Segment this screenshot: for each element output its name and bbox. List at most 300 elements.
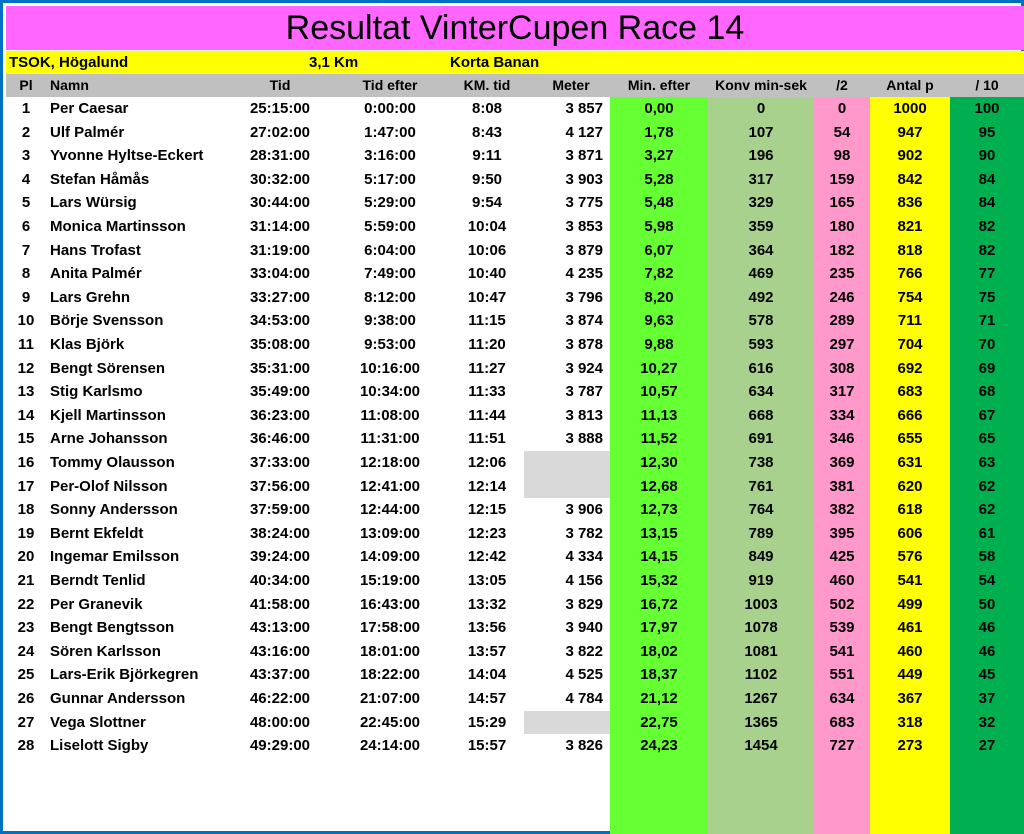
- cell-time: 37:56:00: [249, 477, 311, 495]
- cell-time-after: 9:53:00: [364, 336, 416, 353]
- cell-antal-p: 449: [897, 666, 923, 684]
- cell-tenth: 67: [978, 406, 996, 424]
- cell-konv-min-sek: 593: [748, 336, 774, 353]
- cell-antal-p: 902: [897, 147, 923, 165]
- cell-min-efter: 11,13: [640, 406, 678, 424]
- cell-tenth: 84: [978, 194, 996, 212]
- cell-name: Lars Würsig: [50, 194, 137, 212]
- cell-km-time: 12:42: [467, 548, 507, 566]
- cell-tenth: 95: [978, 123, 996, 141]
- cell-tenth: 65: [978, 430, 996, 448]
- cell-name: Börje Svensson: [50, 312, 164, 330]
- cell-meter: 3 829: [565, 595, 603, 613]
- cell-tenth: 54: [978, 572, 996, 589]
- cell-meter: 3 775: [565, 194, 603, 212]
- cell-min-efter: 3,27: [644, 147, 674, 165]
- cell-tenth: 46: [978, 619, 996, 637]
- cell-tenth: 27: [978, 737, 996, 755]
- cell-km-time: 8:08: [471, 100, 503, 117]
- cell-place: 27: [17, 713, 35, 731]
- cell-antal-p: 1000: [893, 100, 927, 117]
- table-row: [6, 475, 1024, 499]
- cell-place: 13: [17, 383, 35, 401]
- cell-time: 33:04:00: [249, 265, 311, 283]
- cell-min-efter: 5,98: [644, 218, 674, 235]
- cell-km-time: 11:27: [468, 359, 506, 377]
- cell-km-time: 11:51: [468, 430, 506, 448]
- cell-time-after: 12:18:00: [359, 454, 421, 471]
- cell-half: 180: [829, 218, 855, 235]
- cell-tenth: 32: [978, 713, 996, 731]
- cell-place: 19: [17, 524, 35, 542]
- cell-time: 31:19:00: [249, 241, 311, 259]
- cell-antal-p: 576: [897, 548, 923, 566]
- cell-name: Hans Trofast: [50, 241, 141, 259]
- table-row: [6, 357, 1024, 381]
- cell-min-efter: 18,02: [640, 642, 678, 660]
- cell-min-efter: 10,57: [640, 383, 678, 401]
- table-row: [6, 616, 1024, 640]
- cell-km-time: 8:43: [471, 123, 503, 141]
- club-location: TSOK, Högalund: [9, 54, 129, 71]
- cell-antal-p: 618: [897, 501, 923, 519]
- cell-half: 382: [829, 501, 855, 519]
- cell-time: 39:24:00: [249, 548, 311, 566]
- cell-place: 4: [21, 170, 31, 188]
- cell-meter: 3 857: [565, 100, 603, 117]
- cell-half: 551: [829, 666, 855, 684]
- cell-place: 1: [21, 100, 31, 117]
- cell-antal-p: 704: [897, 336, 923, 353]
- cell-konv-min-sek: 634: [748, 383, 774, 401]
- cell-time: 46:22:00: [249, 690, 311, 707]
- cell-km-time: 15:29: [467, 713, 507, 731]
- cell-half: 369: [829, 454, 855, 471]
- cell-place: 24: [17, 642, 35, 660]
- cell-km-time: 9:54: [471, 194, 503, 212]
- cell-km-time: 13:56: [467, 619, 507, 637]
- cell-time-after: 11:31:00: [360, 430, 420, 448]
- cell-half: 634: [829, 690, 855, 707]
- cell-half: 683: [829, 713, 855, 731]
- cell-place: 5: [21, 194, 31, 212]
- cell-half: 235: [829, 265, 855, 283]
- table-row: [6, 286, 1024, 310]
- cell-time-after: 12:44:00: [359, 501, 421, 519]
- table-row: [6, 380, 1024, 404]
- cell-half: 182: [829, 241, 855, 259]
- table-row: [6, 262, 1024, 286]
- cell-km-time: 10:40: [467, 265, 507, 283]
- column-header-time: Tid: [269, 77, 291, 93]
- cell-antal-p: 318: [897, 713, 923, 731]
- cell-km-time: 11:15: [468, 312, 506, 330]
- cell-min-efter: 0,00: [644, 100, 674, 117]
- cell-min-efter: 9,88: [644, 336, 674, 353]
- cell-time-after: 8:12:00: [364, 288, 416, 306]
- cell-min-efter: 21,12: [640, 690, 678, 707]
- cell-min-efter: 13,15: [640, 524, 678, 542]
- cell-meter: 3 853: [565, 218, 603, 235]
- cell-min-efter: 12,30: [640, 454, 678, 471]
- cell-time: 40:34:00: [249, 572, 311, 589]
- cell-time-after: 12:41:00: [359, 477, 421, 495]
- cell-meter: 4 525: [565, 666, 603, 684]
- cell-meter: 3 906: [565, 501, 603, 519]
- cell-konv-min-sek: 492: [748, 288, 774, 306]
- cell-antal-p: 461: [897, 619, 923, 637]
- race-info-bar: [6, 51, 1024, 74]
- column-header-km-time: KM. tid: [463, 77, 511, 93]
- cell-tenth: 84: [978, 170, 996, 188]
- cell-tenth: 37: [978, 690, 996, 707]
- cell-name: Kjell Martinsson: [50, 406, 166, 424]
- cell-place: 17: [17, 477, 35, 495]
- cell-konv-min-sek: 919: [748, 572, 774, 589]
- cell-name: Sören Karlsson: [50, 642, 161, 660]
- table-row: [6, 191, 1024, 215]
- cell-half: 0: [837, 100, 847, 117]
- table-row: [6, 144, 1024, 168]
- table-row: [6, 97, 1024, 121]
- cell-name: Ulf Palmér: [50, 123, 125, 141]
- cell-min-efter: 12,73: [640, 501, 678, 519]
- cell-time-after: 17:58:00: [359, 619, 421, 637]
- cell-km-time: 12:06: [467, 454, 507, 471]
- table-row: [6, 711, 1024, 735]
- table-row: [6, 451, 1024, 475]
- cell-meter: 3 871: [565, 147, 603, 165]
- cell-min-efter: 7,82: [644, 265, 674, 283]
- cell-konv-min-sek: 1454: [744, 737, 778, 755]
- cell-tenth: 70: [978, 336, 996, 353]
- cell-km-time: 10:06: [467, 241, 507, 259]
- cell-name: Yvonne Hyltse-Eckert: [50, 147, 204, 165]
- cell-tenth: 82: [978, 218, 996, 235]
- cell-tenth: 77: [978, 265, 996, 283]
- cell-antal-p: 692: [897, 359, 923, 377]
- cell-half: 54: [833, 123, 851, 141]
- cell-min-efter: 8,20: [644, 288, 674, 306]
- cell-time: 49:29:00: [249, 737, 311, 755]
- cell-meter: 3 826: [565, 737, 603, 755]
- cell-time: 43:13:00: [249, 619, 311, 637]
- cell-konv-min-sek: 359: [748, 218, 774, 235]
- cell-konv-min-sek: 364: [748, 241, 774, 259]
- cell-tenth: 90: [978, 147, 996, 165]
- cell-antal-p: 620: [897, 477, 923, 495]
- cell-konv-min-sek: 1267: [744, 690, 778, 707]
- cell-meter: 3 822: [565, 642, 603, 660]
- column-header-antal-p: Antal p: [886, 77, 934, 93]
- cell-antal-p: 754: [897, 288, 923, 306]
- cell-name: Monica Martinsson: [50, 218, 186, 235]
- cell-konv-min-sek: 1003: [744, 595, 778, 613]
- cell-antal-p: 541: [897, 572, 923, 589]
- cell-time-after: 5:29:00: [364, 194, 416, 212]
- cell-meter: 4 235: [565, 265, 603, 283]
- cell-half: 159: [829, 170, 855, 188]
- cell-time-after: 18:22:00: [359, 666, 421, 684]
- cell-time: 38:24:00: [249, 524, 311, 542]
- cell-konv-min-sek: 1078: [744, 619, 778, 637]
- cell-konv-min-sek: 616: [748, 359, 774, 377]
- cell-konv-min-sek: 329: [748, 194, 774, 212]
- table-row: [6, 215, 1024, 239]
- cell-antal-p: 666: [897, 406, 923, 424]
- cell-konv-min-sek: 691: [748, 430, 774, 448]
- cell-tenth: 50: [978, 595, 996, 613]
- cell-km-time: 9:11: [472, 147, 502, 165]
- table-row: [6, 545, 1024, 569]
- cell-meter: 3 787: [565, 383, 603, 401]
- cell-konv-min-sek: 668: [748, 406, 774, 424]
- cell-antal-p: 683: [897, 383, 923, 401]
- cell-min-efter: 14,15: [640, 548, 678, 566]
- table-row: [6, 309, 1024, 333]
- table-row: [6, 168, 1024, 192]
- cell-konv-min-sek: 196: [748, 147, 774, 165]
- cell-km-time: 13:05: [467, 572, 507, 589]
- cell-time-after: 5:17:00: [364, 170, 416, 188]
- cell-antal-p: 766: [897, 265, 923, 283]
- cell-place: 28: [17, 737, 35, 755]
- cell-meter: 3 782: [565, 524, 603, 542]
- cell-min-efter: 9,63: [644, 312, 674, 330]
- cell-konv-min-sek: 317: [748, 170, 774, 188]
- cell-place: 26: [17, 690, 35, 707]
- cell-time-after: 3:16:00: [364, 147, 416, 165]
- cell-meter: 3 940: [565, 619, 603, 637]
- cell-meter: 4 156: [565, 572, 603, 589]
- cell-time: 35:08:00: [249, 336, 311, 353]
- cell-name: Ingemar Emilsson: [50, 548, 180, 566]
- cell-meter: 3 874: [565, 312, 603, 330]
- cell-km-time: 11:20: [468, 336, 506, 353]
- cell-time-after: 13:09:00: [359, 524, 421, 542]
- cell-time: 33:27:00: [249, 288, 311, 306]
- table-row: [6, 121, 1024, 145]
- cell-km-time: 10:04: [467, 218, 507, 235]
- cell-time-after: 1:47:00: [364, 123, 416, 141]
- cell-meter: 3 796: [565, 288, 603, 306]
- cell-place: 11: [18, 336, 34, 353]
- cell-name: Gunnar Andersson: [50, 690, 186, 707]
- cell-konv-min-sek: 761: [748, 477, 774, 495]
- cell-time-after: 10:34:00: [359, 383, 421, 401]
- cell-min-efter: 12,68: [640, 477, 678, 495]
- cell-time: 36:46:00: [249, 430, 311, 448]
- cell-half: 289: [829, 312, 855, 330]
- cell-tenth: 71: [978, 312, 996, 330]
- cell-meter: 3 903: [565, 170, 603, 188]
- cell-antal-p: 821: [897, 218, 923, 235]
- cell-place: 9: [21, 288, 31, 306]
- cell-konv-min-sek: 469: [748, 265, 774, 283]
- cell-name: Liselott Sigby: [50, 737, 149, 755]
- cell-half: 297: [829, 336, 855, 353]
- cell-tenth: 61: [978, 524, 996, 542]
- cell-meter: 3 879: [565, 241, 603, 259]
- cell-time: 43:37:00: [249, 666, 311, 684]
- cell-tenth: 62: [978, 477, 996, 495]
- cell-time-after: 10:16:00: [359, 359, 421, 377]
- table-row: [6, 333, 1024, 357]
- cell-place: 23: [17, 619, 35, 637]
- cell-min-efter: 22,75: [640, 713, 678, 731]
- table-row: [6, 404, 1024, 428]
- cell-name: Tommy Olausson: [50, 454, 175, 471]
- cell-time: 35:31:00: [249, 359, 311, 377]
- cell-min-efter: 15,32: [640, 572, 678, 589]
- cell-konv-min-sek: 578: [748, 312, 774, 330]
- cell-km-time: 14:04: [467, 666, 507, 684]
- cell-konv-min-sek: 0: [756, 100, 766, 117]
- cell-antal-p: 499: [897, 595, 923, 613]
- table-row: [6, 640, 1024, 664]
- cell-time: 30:44:00: [249, 194, 311, 212]
- cell-name: Bernt Ekfeldt: [50, 524, 144, 542]
- table-row: [6, 427, 1024, 451]
- cell-time-after: 18:01:00: [359, 642, 421, 660]
- cell-time: 25:15:00: [249, 100, 311, 117]
- cell-konv-min-sek: 1081: [744, 642, 778, 660]
- cell-time: 35:49:00: [249, 383, 311, 401]
- cell-place: 12: [17, 359, 35, 377]
- cell-name: Arne Johansson: [50, 430, 168, 448]
- cell-time-after: 24:14:00: [359, 737, 421, 755]
- cell-time: 41:58:00: [249, 595, 311, 613]
- cell-antal-p: 460: [897, 642, 923, 660]
- cell-half: 425: [829, 548, 855, 566]
- cell-tenth: 45: [978, 666, 996, 684]
- cell-place: 2: [21, 123, 31, 141]
- cell-antal-p: 273: [897, 737, 923, 755]
- cell-antal-p: 947: [897, 123, 923, 141]
- cell-time-after: 15:19:00: [359, 572, 421, 589]
- cell-time: 43:16:00: [249, 642, 311, 660]
- cell-half: 541: [829, 642, 855, 660]
- cell-time: 48:00:00: [249, 713, 311, 731]
- column-header-name: Namn: [50, 77, 89, 93]
- cell-time-after: 14:09:00: [359, 548, 421, 566]
- cell-time: 28:31:00: [249, 147, 311, 165]
- cell-tenth: 75: [978, 288, 996, 306]
- cell-km-time: 12:23: [467, 524, 507, 542]
- cell-km-time: 9:50: [471, 170, 503, 188]
- cell-half: 246: [829, 288, 855, 306]
- cell-meter: 3 878: [565, 336, 603, 353]
- cell-meter: 4 334: [565, 548, 603, 566]
- cell-name: Lars Grehn: [50, 288, 131, 306]
- cell-konv-min-sek: 1102: [744, 666, 778, 684]
- cell-place: 21: [17, 572, 35, 589]
- cell-time: 37:33:00: [249, 454, 311, 471]
- cell-km-time: 13:32: [467, 595, 507, 613]
- cell-name: Stefan Håmås: [50, 170, 150, 188]
- cell-name: Per-Olof Nilsson: [50, 477, 168, 495]
- cell-time: 30:32:00: [249, 170, 311, 188]
- table-row: [6, 687, 1024, 711]
- cell-place: 15: [17, 430, 35, 448]
- cell-place: 3: [21, 147, 31, 165]
- cell-tenth: 58: [978, 548, 996, 566]
- cell-km-time: 12:15: [467, 501, 507, 519]
- cell-time-after: 11:08:00: [360, 406, 420, 424]
- cell-name: Stig Karlsmo: [50, 383, 143, 401]
- column-header-min-efter: Min. efter: [627, 77, 691, 93]
- cell-half: 98: [833, 147, 851, 165]
- cell-name: Vega Slottner: [50, 713, 146, 731]
- cell-half: 308: [829, 359, 855, 377]
- cell-tenth: 62: [978, 501, 996, 519]
- cell-tenth: 100: [974, 100, 1000, 117]
- cell-name: Berndt Tenlid: [50, 572, 146, 589]
- cell-place: 18: [17, 501, 35, 519]
- table-row: [6, 663, 1024, 687]
- cell-time-after: 5:59:00: [364, 218, 416, 235]
- cell-time: 37:59:00: [249, 501, 311, 519]
- cell-name: Sonny Andersson: [50, 501, 178, 519]
- cell-antal-p: 818: [897, 241, 923, 259]
- cell-km-time: 11:44: [468, 406, 506, 424]
- cell-time: 31:14:00: [249, 218, 311, 235]
- cell-time-after: 7:49:00: [364, 265, 416, 283]
- cell-km-time: 12:14: [467, 477, 507, 495]
- cell-place: 14: [17, 406, 35, 424]
- cell-time-after: 0:00:00: [364, 100, 416, 117]
- cell-meter: 3 888: [565, 430, 603, 448]
- cell-time-after: 22:45:00: [359, 713, 421, 731]
- cell-antal-p: 367: [897, 690, 923, 707]
- cell-half: 381: [829, 477, 855, 495]
- cell-min-efter: 6,07: [644, 241, 674, 259]
- cell-konv-min-sek: 107: [748, 123, 774, 141]
- cell-meter: 3 813: [565, 406, 603, 424]
- cell-place: 7: [21, 241, 31, 259]
- cell-konv-min-sek: 849: [748, 548, 774, 566]
- cell-tenth: 69: [978, 359, 996, 377]
- cell-time-after: 6:04:00: [364, 241, 416, 259]
- cell-km-time: 13:57: [467, 642, 507, 660]
- cell-antal-p: 655: [897, 430, 923, 448]
- cell-half: 460: [829, 572, 855, 589]
- cell-time: 34:53:00: [249, 312, 311, 330]
- cell-half: 539: [829, 619, 855, 637]
- cell-half: 334: [829, 406, 855, 424]
- cell-name: Per Caesar: [50, 100, 129, 117]
- table-row: [6, 522, 1024, 546]
- cell-name: Klas Björk: [50, 336, 125, 353]
- column-header-tenth: / 10: [975, 77, 999, 93]
- cell-min-efter: 16,72: [640, 595, 678, 613]
- column-header-meter: Meter: [552, 77, 590, 93]
- cell-antal-p: 836: [897, 194, 923, 212]
- cell-place: 16: [17, 454, 35, 471]
- cell-konv-min-sek: 789: [748, 524, 774, 542]
- table-header: [6, 74, 1024, 97]
- cell-tenth: 63: [978, 454, 996, 471]
- cell-konv-min-sek: 764: [748, 501, 774, 519]
- cell-meter: 4 127: [565, 123, 603, 141]
- cell-place: 6: [21, 218, 31, 235]
- page-title: Resultat VinterCupen Race 14: [6, 6, 1024, 50]
- cell-time: 27:02:00: [249, 123, 311, 141]
- column-header-konv-min-sek: Konv min-sek: [715, 77, 807, 93]
- table-row: [6, 239, 1024, 263]
- cell-antal-p: 711: [897, 312, 923, 330]
- cell-place: 22: [17, 595, 35, 613]
